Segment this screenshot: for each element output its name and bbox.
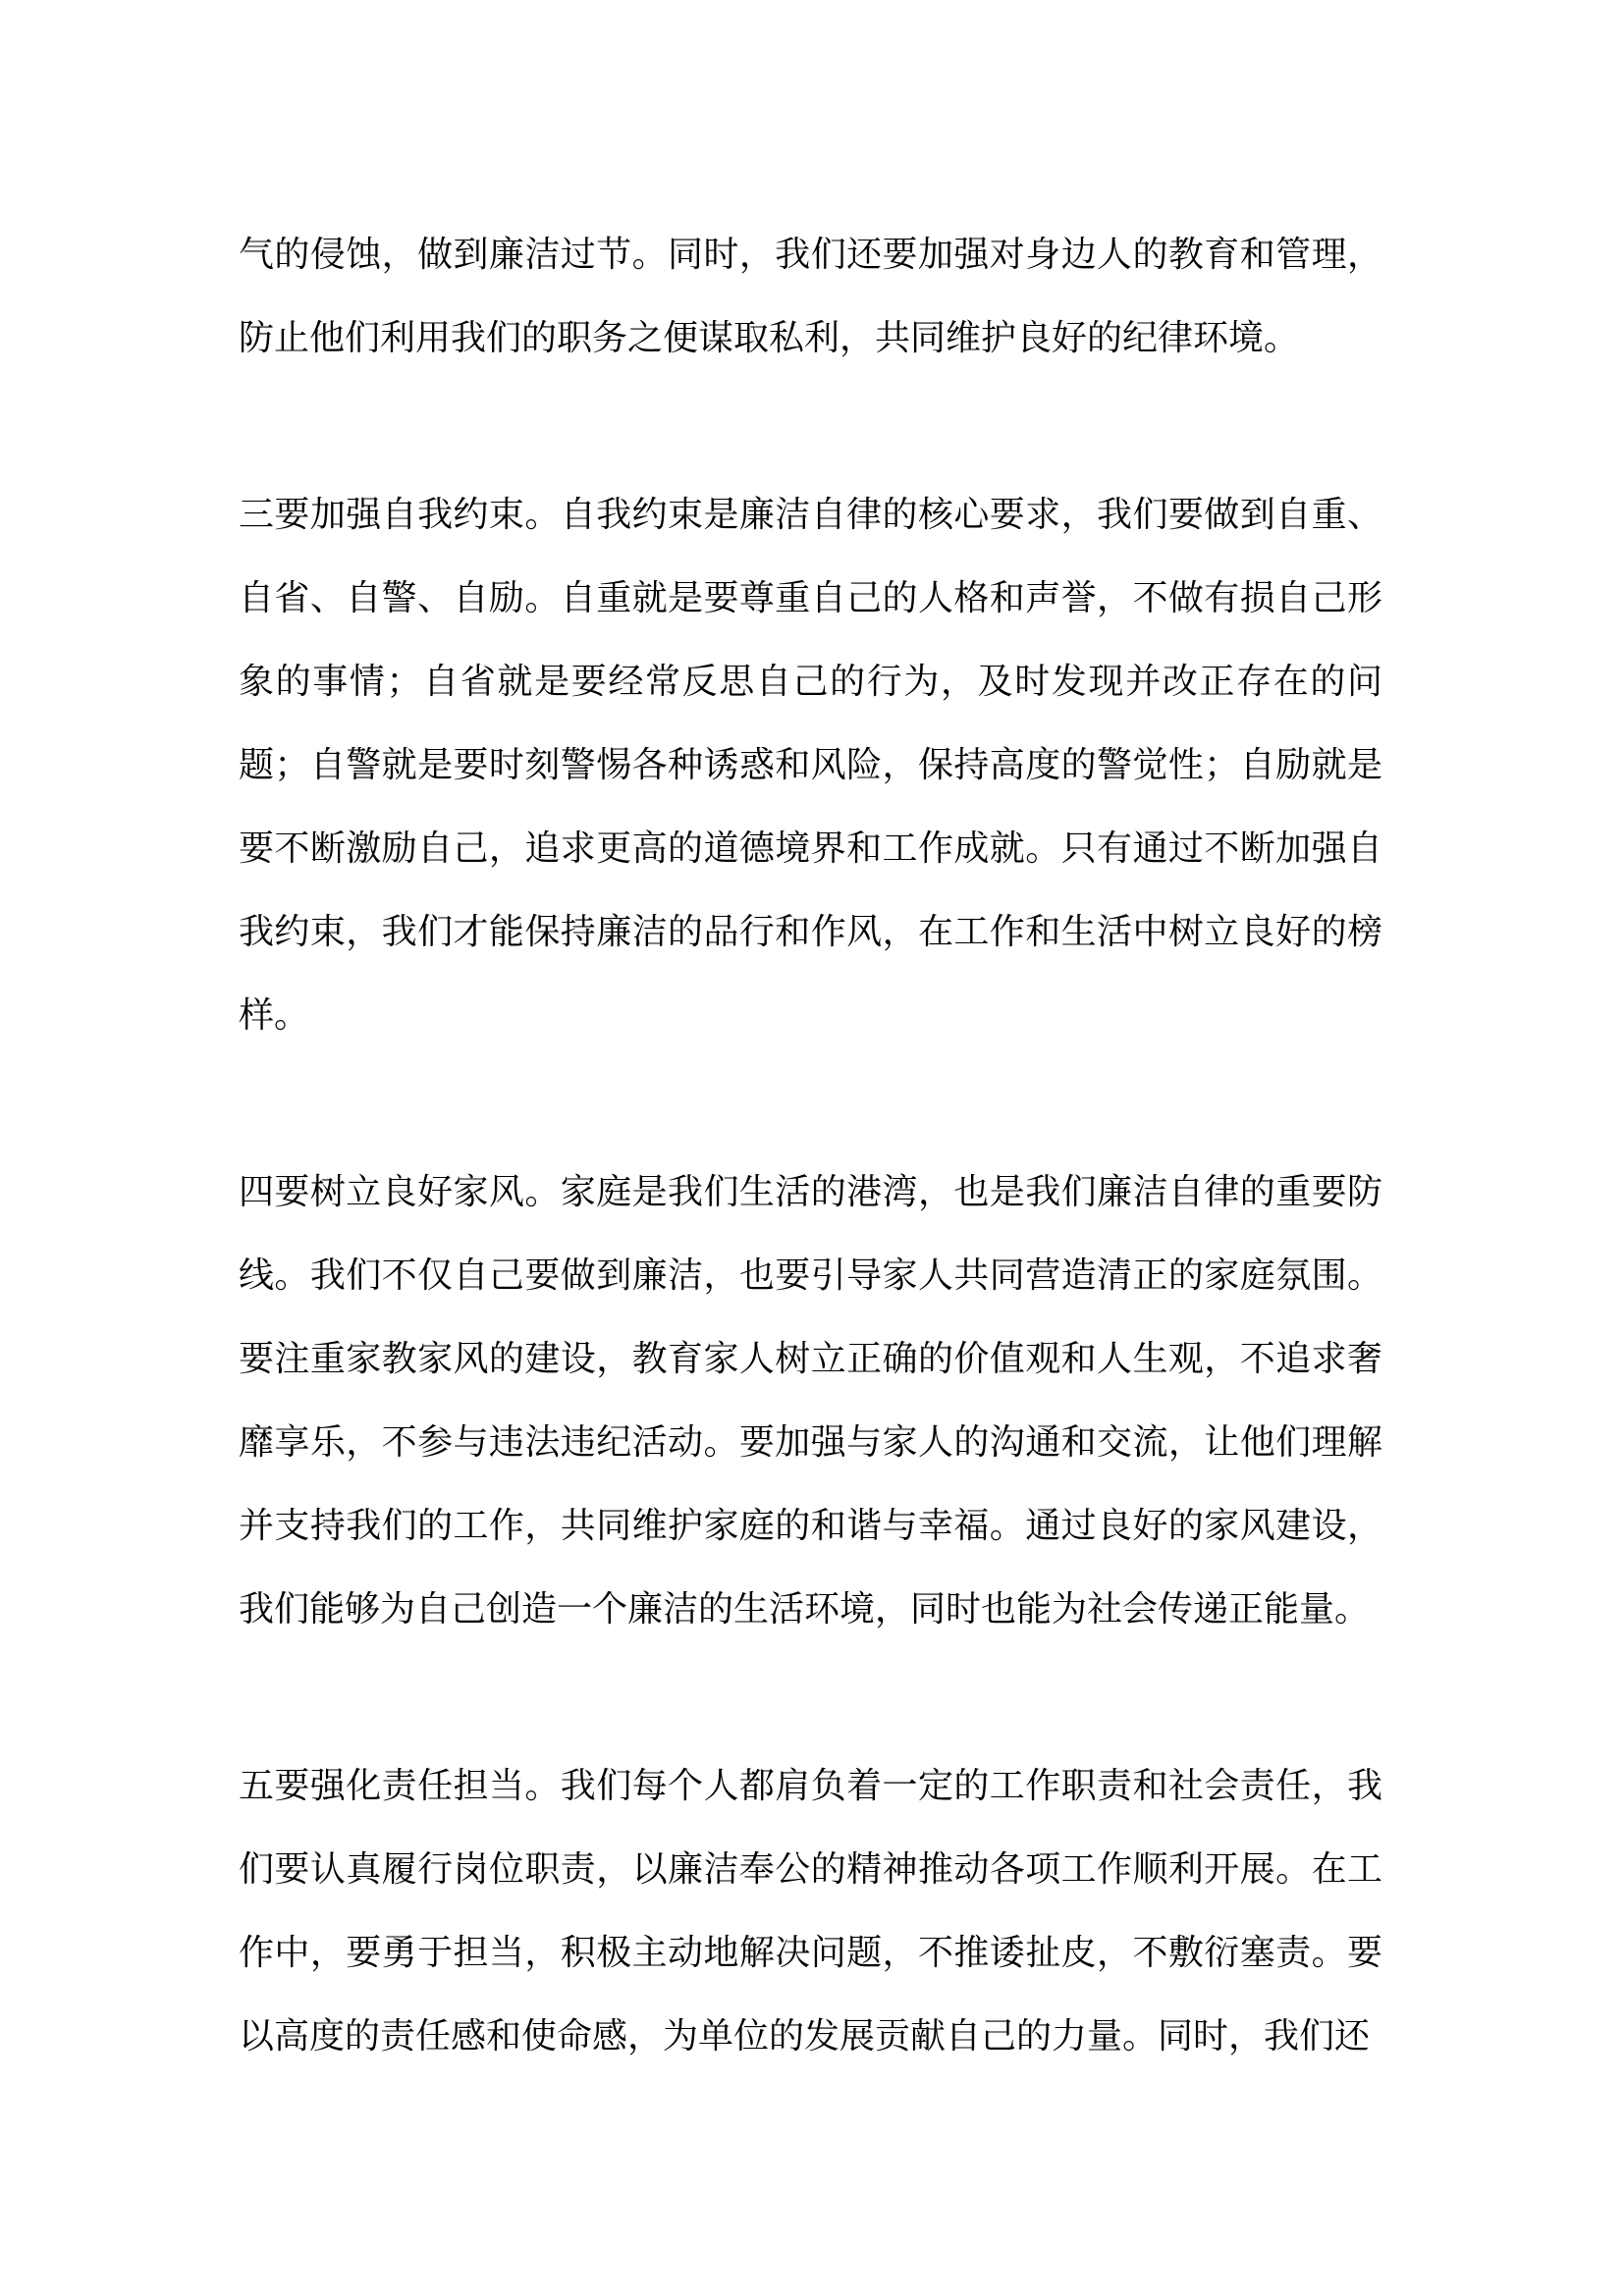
document-text-block (239, 212, 1382, 2077)
paragraph-1: 气的侵蚀，做到廉洁过节。同时，我们还要加强对身边人的教育和管理，防止他们利用我们的职务之便谋取私利，共同维护良好的纪律环境。 (239, 234, 1382, 357)
paragraph-4: 五要强化责任担当。我们每个人都肩负着一定的工作职责和社会责任，我们要认真履行岗位职责，以廉洁奉公的精神推动各项工作顺利开展。在工作中，要勇于担当，积极主动地解决问题，不推诿扯皮，不敷衍塞责。要以高度的责任感和使命感，为单位的发展贡献自己的力量。同时，我们还 (239, 1765, 1382, 2056)
paragraph-2: 三要加强自我约束。自我约束是廉洁自律的核心要求，我们要做到自重、自省、自警、自励。自重就是要尊重自己的人格和声誉，不做有损自己形象的事情；自省就是要经常反思自己的行为，及时发现并改正存在的问题；自警就是要时刻警惕各种诱惑和风险，保持高度的警觉性；自励就是要不断激励自己，追求更高的道德境界和工作成就。只有通过不断加强自我约束，我们才能保持廉洁的品行和作风，在工作和生活中树立良好的榜样。 (239, 494, 1382, 1035)
paragraph-3: 四要树立良好家风。家庭是我们生活的港湾，也是我们廉洁自律的重要防线。我们不仅自己要做到廉洁，也要引导家人共同营造清正的家庭氛围。要注重家教家风的建设，教育家人树立正确的价值观和人生观，不追求奢靡享乐，不参与违法违纪活动。要加强与家人的沟通和交流，让他们理解并支持我们的工作，共同维护家庭的和谐与幸福。通过良好的家风建设，我们能够为自己创造一个廉洁的生活环境，同时也能为社会传递正能量。 (239, 1171, 1382, 1629)
